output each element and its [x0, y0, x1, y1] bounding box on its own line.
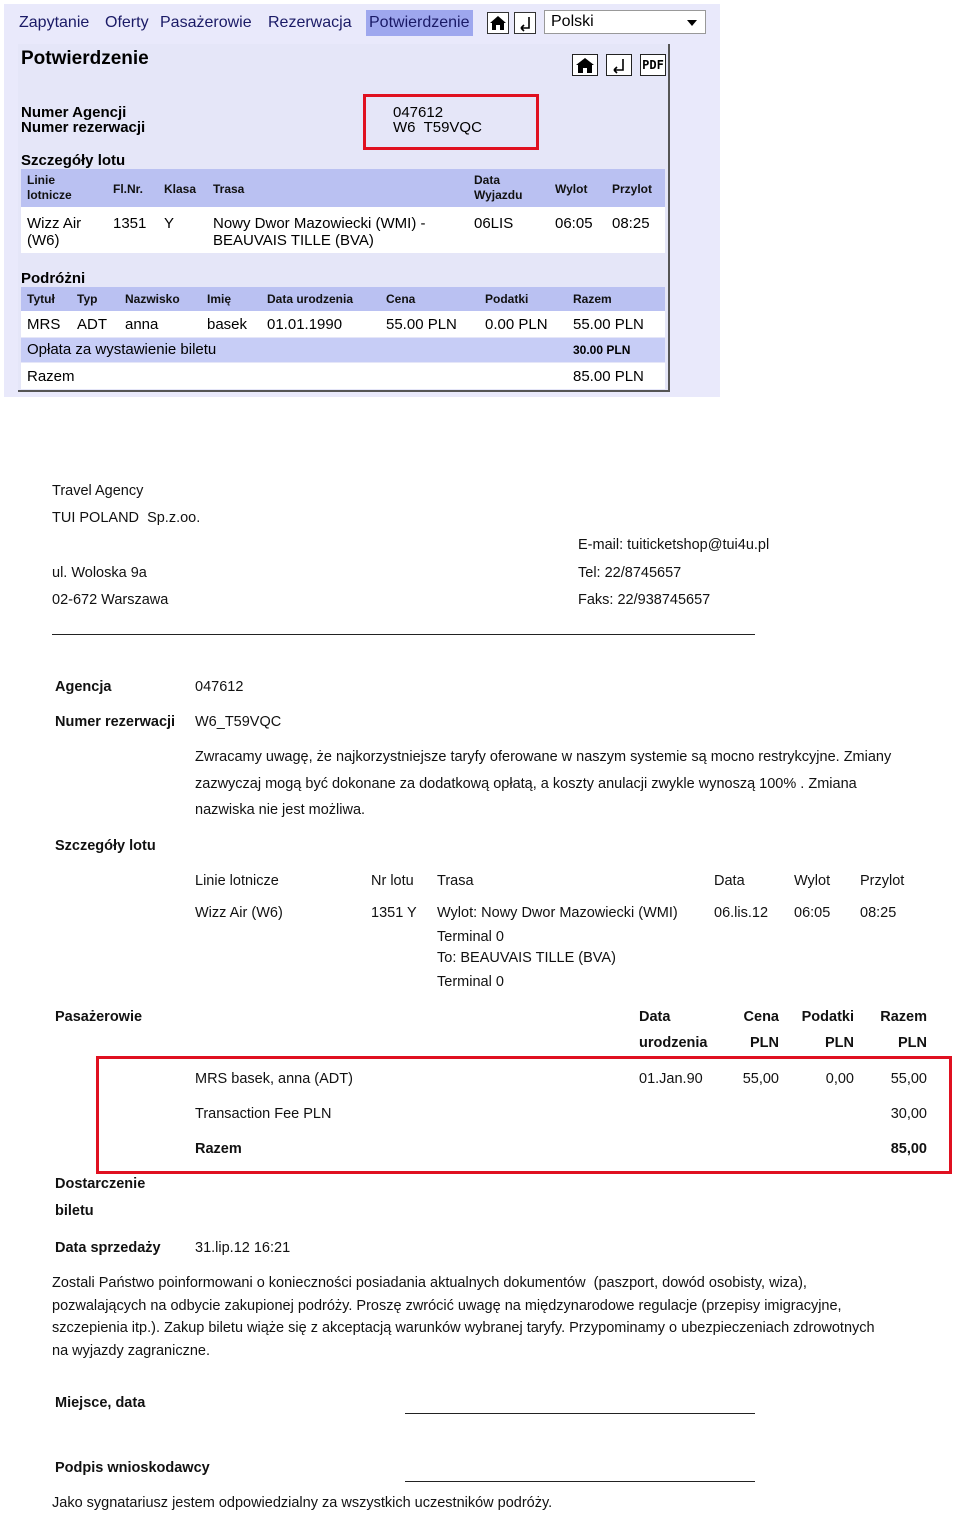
- language-select[interactable]: [544, 10, 706, 34]
- info-line4: na wyjazdy zagraniczne.: [52, 1342, 210, 1359]
- passenger-first-name: basek: [207, 316, 248, 333]
- fee-label: Opłata za wystawienie biletu: [27, 341, 217, 358]
- doc-sale-date-value: 31.lip.12 16:21: [195, 1240, 291, 1256]
- col-arrival: Przylot: [612, 182, 653, 196]
- flight-date: 06LIS: [474, 215, 514, 232]
- signature-label: Podpis wnioskodawcy: [55, 1460, 210, 1476]
- doc-passenger-total: 55,00: [890, 1071, 927, 1087]
- flight-table-header: [21, 169, 665, 207]
- passenger-total: 55.00 PLN: [573, 316, 644, 333]
- doc-col-route: Trasa: [437, 873, 474, 889]
- doc-route-line4: Terminal 0: [437, 974, 504, 990]
- doc-delivery-label-1: Dostarczenie: [55, 1176, 146, 1192]
- total-row: [21, 363, 665, 389]
- doc-col-flight-no: Nr lotu: [371, 873, 414, 889]
- fare-notice-line2: zazwyczaj mogą być dokonane za dodatkową opłatą, a koszty anulacji zwykle wynoszą 100% . Zmiana: [195, 775, 857, 792]
- reservation-number: W6 T59VQC: [393, 119, 482, 136]
- signature-line: [405, 1481, 755, 1482]
- language-value: Polski: [551, 13, 594, 30]
- info-line1: Zostali Państwo poinformowani o konieczności posiadania aktualnych dokumentów (paszport, dowód osobisty, wiza),: [52, 1275, 807, 1291]
- col-taxes: Podatki: [485, 292, 529, 306]
- flight-arrival: 08:25: [612, 215, 650, 232]
- confirmation-panel: [18, 44, 670, 392]
- doc-flight-number: 1351 Y: [371, 905, 417, 921]
- passenger-surname: anna: [125, 316, 159, 333]
- col-total: Razem: [573, 292, 612, 306]
- info-line2: pozwalających na odbycie zakupionej podróży. Proszę zwrócić uwagę na międzynarodowe regulacje (przepisy imigracyjne,: [52, 1297, 842, 1314]
- fare-notice-line1: Zwracamy uwagę, że najkorzystniejsze taryfy oferowane w naszym systemie są mocno restrykcyjne. Zmiany: [195, 749, 892, 765]
- doc-col-taxes-2: PLN: [825, 1035, 854, 1051]
- doc-col-price-2: PLN: [750, 1035, 779, 1051]
- doc-total-value: 85,00: [890, 1141, 927, 1157]
- doc-route-line1: Wylot: Nowy Dwor Mazowiecki (WMI): [437, 905, 678, 921]
- back-icon[interactable]: [514, 12, 536, 34]
- doc-passenger-price: 55,00: [742, 1071, 779, 1087]
- company-street: ul. Woloska 9a: [52, 565, 147, 581]
- reservation-number-label: Numer rezerwacji: [21, 119, 146, 136]
- home-icon[interactable]: [572, 54, 598, 76]
- company-name: TUI POLAND Sp.z.oo.: [52, 510, 201, 526]
- pdf-icon[interactable]: PDF: [640, 54, 666, 76]
- doc-fee-label: Transaction Fee PLN: [195, 1106, 332, 1122]
- passenger-price: 55.00 PLN: [386, 316, 457, 333]
- doc-fee-value: 30,00: [890, 1106, 927, 1122]
- fee-row: [21, 338, 665, 362]
- flight-departure: 06:05: [555, 215, 593, 232]
- doc-flight-airline: Wizz Air (W6): [195, 905, 283, 921]
- place-date-label: Miejsce, data: [55, 1395, 146, 1411]
- doc-route-line2: Terminal 0: [437, 929, 504, 945]
- doc-col-total-2: PLN: [898, 1035, 927, 1051]
- doc-col-date: Data: [714, 873, 745, 889]
- doc-flight-departure: 06:05: [794, 905, 831, 921]
- col-departure-date: Data Wyjazdu: [474, 173, 523, 202]
- booking-app-window: [4, 4, 720, 397]
- flight-airline: Wizz Air (W6): [27, 215, 82, 249]
- passenger-row: [21, 311, 665, 337]
- divider: [52, 634, 755, 635]
- doc-route-line3: To: BEAUVAIS TILLE (BVA): [437, 950, 616, 966]
- doc-flight-arrival: 08:25: [860, 905, 897, 921]
- doc-total-label: Razem: [195, 1141, 242, 1157]
- doc-sale-date-label: Data sprzedaży: [55, 1240, 161, 1256]
- agency-number: 047612: [393, 104, 444, 121]
- doc-col-dob-2: urodzenia: [639, 1035, 708, 1051]
- doc-flight-label: Szczegóły lotu: [55, 838, 156, 854]
- company-city: 02-672 Warszawa: [52, 592, 169, 608]
- company-email: E-mail: tuiticketshop@tui4u.pl: [578, 537, 770, 553]
- col-class: Klasa: [164, 182, 197, 196]
- agency-type: Travel Agency: [52, 483, 144, 499]
- doc-col-dob-1: Data: [639, 1009, 671, 1025]
- doc-agency-label: Agencja: [55, 679, 112, 695]
- doc-delivery-label-2: biletu: [55, 1203, 94, 1219]
- tab-oferty[interactable]: Oferty: [105, 14, 149, 31]
- tab-potwierdzenie[interactable]: Potwierdzenie: [366, 10, 473, 36]
- flight-details-heading: Szczegóły lotu: [21, 152, 126, 169]
- flight-number: 1351: [113, 215, 147, 232]
- flight-class: Y: [164, 215, 175, 232]
- doc-col-taxes-1: Podatki: [801, 1009, 854, 1025]
- tab-pasazerowie[interactable]: Pasażerowie: [160, 14, 252, 31]
- tab-zapytanie[interactable]: Zapytanie: [19, 14, 90, 31]
- passenger-dob: 01.01.1990: [267, 316, 343, 333]
- col-price: Cena: [386, 292, 416, 306]
- info-line3: szczepienia itp.). Zakup biletu wiąże się z akceptacją warunków wybranej taryfy. Przypominamy o ubezpieczeniach zdrowotnych: [52, 1320, 875, 1336]
- doc-reservation-value: W6_T59VQC: [195, 714, 282, 730]
- chevron-down-icon: [687, 20, 697, 26]
- signatory-note: Jako sygnatariusz jestem odpowiedzialny za wszystkich uczestników podróży.: [52, 1495, 553, 1511]
- passenger-taxes: 0.00 PLN: [485, 316, 548, 333]
- travel-documents-info: [52, 1272, 932, 1362]
- page-title: Potwierdzenie: [21, 48, 149, 69]
- fee-value: 30.00 PLN: [573, 343, 631, 357]
- agency-number-label: Numer Agencji: [21, 104, 127, 121]
- col-title: Tytuł: [27, 292, 55, 306]
- fare-notice: [195, 744, 935, 824]
- col-departure: Wylot: [555, 182, 588, 196]
- doc-flight-date: 06.lis.12: [714, 905, 769, 921]
- doc-reservation-label: Numer rezerwacji: [55, 714, 176, 730]
- doc-passenger-taxes: 0,00: [825, 1071, 854, 1087]
- doc-col-arrival: Przylot: [860, 873, 905, 889]
- col-type: Typ: [77, 292, 98, 306]
- flight-row: [21, 207, 665, 253]
- travellers-heading: Podróżni: [21, 270, 86, 287]
- col-route: Trasa: [213, 182, 245, 196]
- doc-agency-value: 047612: [195, 679, 244, 695]
- flight-route-line1: Nowy Dwor Mazowiecki (WMI) -: [213, 215, 426, 232]
- doc-col-airline: Linie lotnicze: [195, 873, 279, 889]
- doc-passengers-label: Pasażerowie: [55, 1009, 143, 1025]
- flight-route-line2: BEAUVAIS TILLE (BVA): [213, 232, 374, 249]
- doc-col-departure: Wylot: [794, 873, 831, 889]
- col-first-name: Imię: [207, 292, 232, 306]
- total-label: Razem: [27, 368, 75, 385]
- col-flight-no: Fl.Nr.: [113, 182, 144, 196]
- passenger-title: MRS: [27, 316, 61, 333]
- passenger-type: ADT: [77, 316, 107, 333]
- fare-notice-line3: nazwiska nie jest możliwa.: [195, 802, 366, 818]
- doc-col-price-1: Cena: [743, 1009, 779, 1025]
- col-airline: Linie lotnicze: [27, 173, 72, 202]
- company-fax: Faks: 22/938745657: [578, 592, 711, 608]
- tab-rezerwacja[interactable]: Rezerwacja: [268, 14, 352, 31]
- home-icon[interactable]: [487, 12, 509, 34]
- passenger-table-header: [21, 287, 665, 311]
- company-tel: Tel: 22/8745657: [578, 565, 682, 581]
- total-value: 85.00 PLN: [573, 368, 644, 385]
- back-icon[interactable]: [606, 54, 632, 76]
- doc-passenger-dob: 01.Jan.90: [639, 1071, 703, 1087]
- doc-passenger-name: MRS basek, anna (ADT): [195, 1071, 353, 1087]
- col-surname: Nazwisko: [125, 292, 180, 306]
- col-dob: Data urodzenia: [267, 292, 354, 306]
- place-date-line: [405, 1413, 755, 1414]
- doc-col-total-1: Razem: [880, 1009, 927, 1025]
